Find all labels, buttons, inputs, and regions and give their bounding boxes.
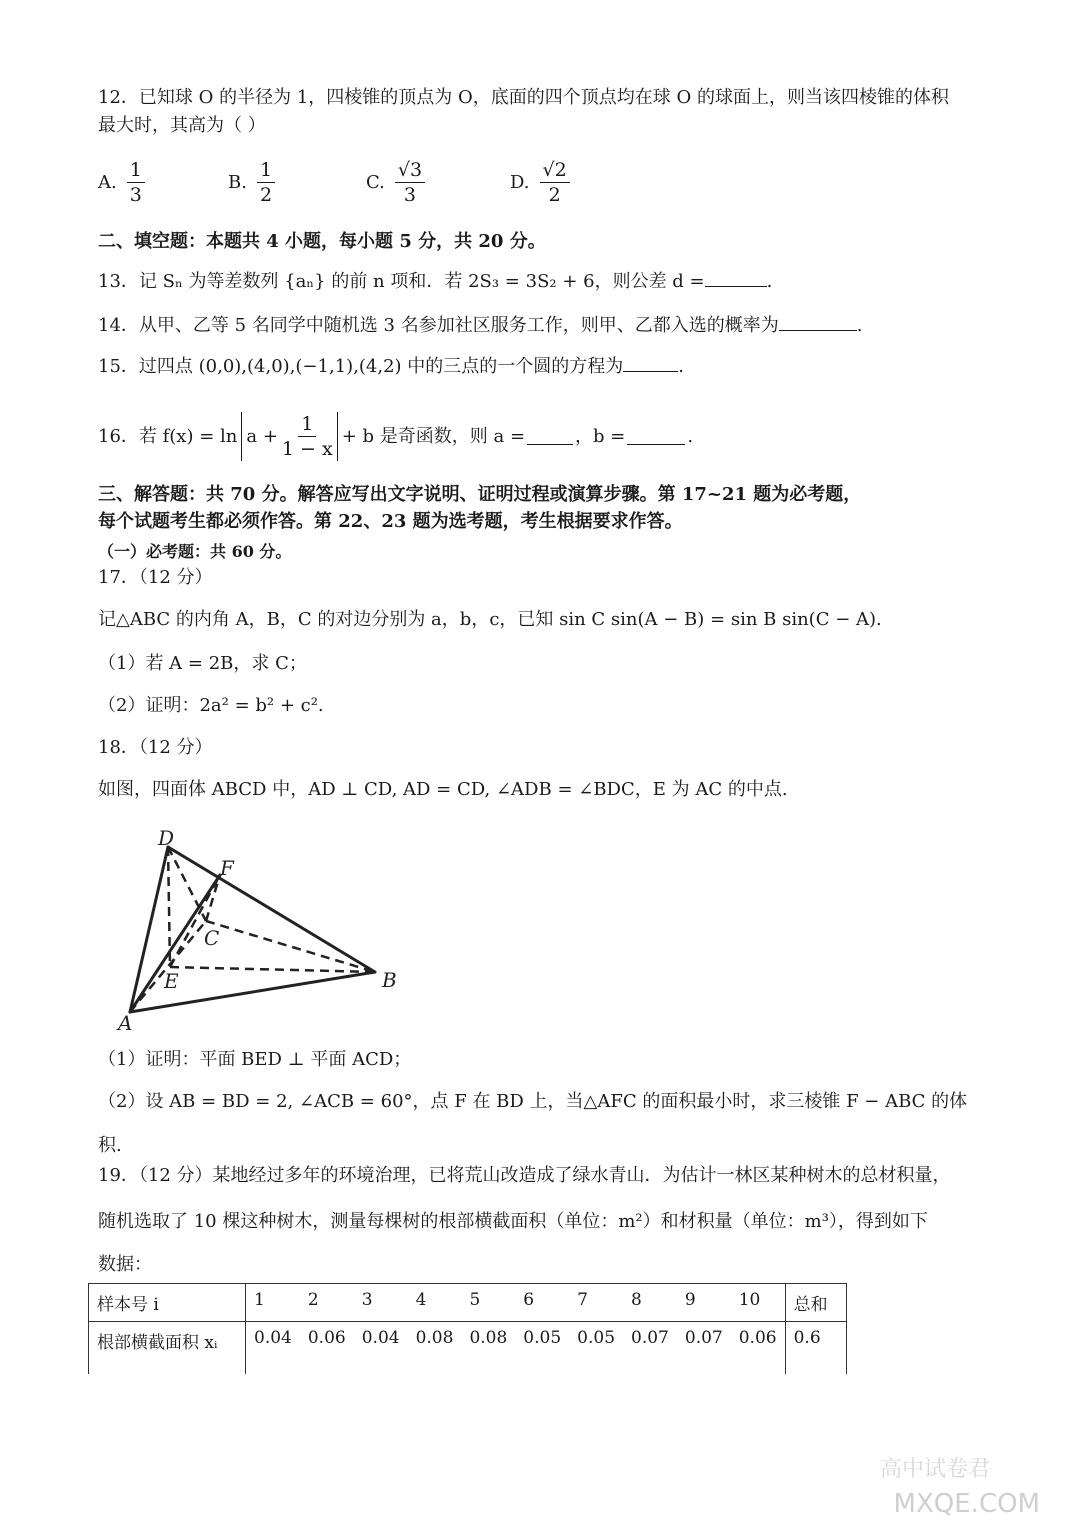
q18-part2-cont: 积. (98, 1135, 122, 1156)
watermark-text: 高中试卷君 (879, 1457, 990, 1482)
q15: 15．过四点 (0,0),(4,0),(−1,1),(4,2) 中的三点的一个圆的方程为 . (98, 356, 685, 377)
label-e: E (164, 969, 179, 993)
q18-heading: 18．（12 分） (98, 737, 213, 758)
q12-stem-line2: 最大时，其高为（ ） (98, 115, 266, 136)
data-table (88, 1283, 847, 1374)
q12-option-c: C. $\frac{√3}{3}$ (366, 158, 425, 207)
section-solution-heading-line2: 每个试题考生都必须作答。第 22、23 题为选考题，考生根据要求作答。 (98, 511, 683, 532)
label-b: B (382, 968, 397, 992)
table-row-cross-section: 根部横截面积 xᵢ 0.04 0.06 0.04 0.08 0.08 0.05 0.05 0.07 0.07 0.06 0.6 (89, 1322, 847, 1375)
q16: 16．若 f(x) = ln a + $\frac{1}{1 - x}$ + b 是奇函数，则 a = ，b = . (98, 413, 694, 460)
section-fill-in-heading: 二、填空题：本题共 4 小题，每小题 5 分，共 20 分。 (98, 231, 546, 252)
tetrahedron-diagram (100, 825, 400, 1040)
q19-line3: 数据： (98, 1254, 152, 1275)
q17-heading: 17．（12 分） (98, 567, 213, 588)
q12-option-a: A. $\frac{1}{3}$ (98, 158, 145, 207)
q14: 14．从甲、乙等 5 名同学中随机选 3 名参加社区服务工作，则甲、乙都入选的概率为 . (98, 315, 863, 336)
q12-option-d: D. $\frac{√2}{2}$ (510, 158, 570, 207)
q18-part2: （2）设 AB = BD = 2, ∠ACB = 60°，点 F 在 BD 上，当△AFC 的面积最小时，求三棱锥 F − ABC 的体 (98, 1091, 968, 1112)
q19-line1: 19．（12 分）某地经过多年的环境治理，已将荒山改造成了绿水青山．为估计一林区某种树木的总材积量， (98, 1165, 951, 1186)
table-row-index: 样本号 i 1 2 3 4 5 6 7 8 9 10 总和 (89, 1284, 847, 1322)
q12-stem-line1: 12．已知球 O 的半径为 1，四棱锥的顶点为 O，底面的四个顶点均在球 O 的球面上，则当该四棱锥的体积 (98, 87, 949, 108)
q17-part1: （1）若 A = 2B，求 C； (98, 653, 307, 674)
q18-stem: 如图，四面体 ABCD 中，AD ⊥ CD, AD = CD, ∠ADB = ∠BDC，E 为 AC 的中点. (98, 779, 788, 800)
q17-part2: （2）证明：2a² = b² + c². (98, 695, 324, 716)
q13: 13．记 Sₙ 为等差数列 {aₙ} 的前 n 项和．若 2S₃ = 3S₂ + 6，则公差 d = . (98, 271, 773, 292)
q12-option-b: B. $\frac{1}{2}$ (228, 158, 275, 207)
label-c: C (204, 926, 220, 950)
q19-line2: 随机选取了 10 棵这种树木，测量每棵树的根部横截面积（单位：m²）和材积量（单位：m³），得到如下 (98, 1211, 928, 1232)
table-header-sample-index: 样本号 i (89, 1284, 246, 1322)
table-header-cross-section: 根部横截面积 xᵢ (89, 1322, 246, 1375)
label-a: A (118, 1011, 133, 1035)
section-solution-heading-line1: 三、解答题：共 70 分。解答应写出文字说明、证明过程或演算步骤。第 17~21 题为必考题， (98, 484, 862, 505)
watermark-url: MXQE.COM (893, 1489, 1040, 1519)
label-d: D (158, 826, 175, 850)
q17-stem: 记△ABC 的内角 A，B，C 的对边分别为 a，b，c，已知 sin C sin(A − B) = sin B sin(C − A). (98, 609, 882, 630)
q18-part1: （1）证明：平面 BED ⊥ 平面 ACD； (98, 1049, 412, 1070)
required-questions-heading: （一）必考题：共 60 分。 (98, 542, 292, 561)
label-f: F (220, 856, 234, 880)
